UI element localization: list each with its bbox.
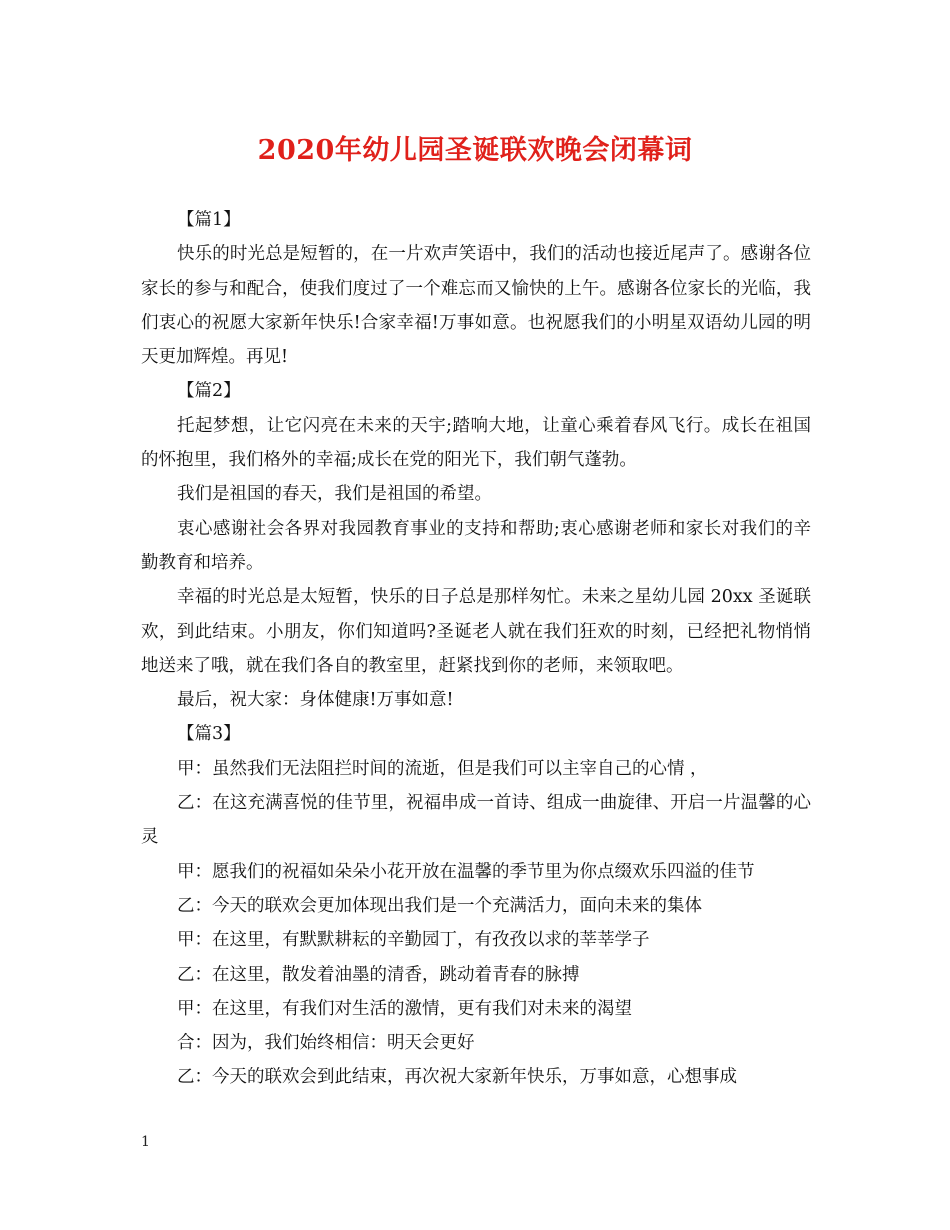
- dialogue-line: 乙：今天的联欢会更加体现出我们是一个充满活力，面向未来的集体: [177, 895, 702, 916]
- document-title: 2020年幼儿园圣诞联欢晚会闭幕词: [257, 135, 693, 166]
- page-number: 1: [141, 1134, 150, 1150]
- document-body: [141, 203, 811, 1095]
- section-heading-1: 【篇1】: [177, 210, 241, 230]
- dialogue-line: 甲：在这里，有默默耕耘的辛勤园丁，有孜孜以求的莘莘学子: [177, 930, 650, 951]
- paragraph: 我们是祖国的春天，我们是祖国的希望。: [177, 484, 492, 505]
- paragraph: 快乐的时光总是短暂的，在一片欢声笑语中，我们的活动也接近尾声了。感谢各位家长的参与和配合，使我们度过了一个难忘而又愉快的上午。感谢各位家长的光临，我们衷心的祝愿大家新年快乐!合家幸福!万事如意。也祝愿我们的小明星双语幼儿园的明天更加辉煌。再见!: [141, 244, 811, 368]
- dialogue-line: 乙：今天的联欢会到此结束，再次祝大家新年快乐，万事如意，心想事成: [177, 1067, 737, 1088]
- paragraph: 托起梦想，让它闪亮在未来的天宇;踏响大地，让童心乘着春风飞行。成长在祖国的怀抱里，我们格外的幸福;成长在党的阳光下，我们朝气蓬勃。: [141, 415, 811, 471]
- paragraph: 最后，祝大家：身体健康!万事如意!: [177, 690, 454, 711]
- paragraph: 衷心感谢社会各界对我园教育事业的支持和帮助;衷心感谢老师和家长对我们的辛勤教育和培养。: [141, 518, 811, 573]
- dialogue-line: 乙：在这里，散发着油墨的清香，跳动着青春的脉搏: [177, 964, 580, 985]
- dialogue-line: 甲：虽然我们无法阻拦时间的流逝，但是我们可以主宰自己的心情 ，: [177, 758, 708, 779]
- dialogue-line: 合：因为，我们始终相信：明天会更好: [177, 1033, 475, 1054]
- section-heading-3: 【篇3】: [177, 724, 241, 745]
- section-heading-2: 【篇2】: [177, 381, 241, 402]
- paragraph: 幸福的时光总是太短暂，快乐的日子总是那样匆忙。未来之星幼儿园 20xx 圣诞联欢，到此结束。小朋友，你们知道吗?圣诞老人就在我们狂欢的时刻，已经把礼物悄悄地送来了哦，就在我们各自的教室里，赶紧找到你的老师，来领取吧。: [141, 587, 811, 676]
- dialogue-line: 甲：在这里，有我们对生活的激情，更有我们对未来的渴望: [177, 998, 632, 1019]
- dialogue-line: 甲：愿我们的祝福如朵朵小花开放在温馨的季节里为你点缀欢乐四溢的佳节: [177, 861, 755, 882]
- dialogue-line: 乙：在这充满喜悦的佳节里，祝福串成一首诗、组成一曲旋律、开启一片温馨的心灵: [141, 793, 811, 848]
